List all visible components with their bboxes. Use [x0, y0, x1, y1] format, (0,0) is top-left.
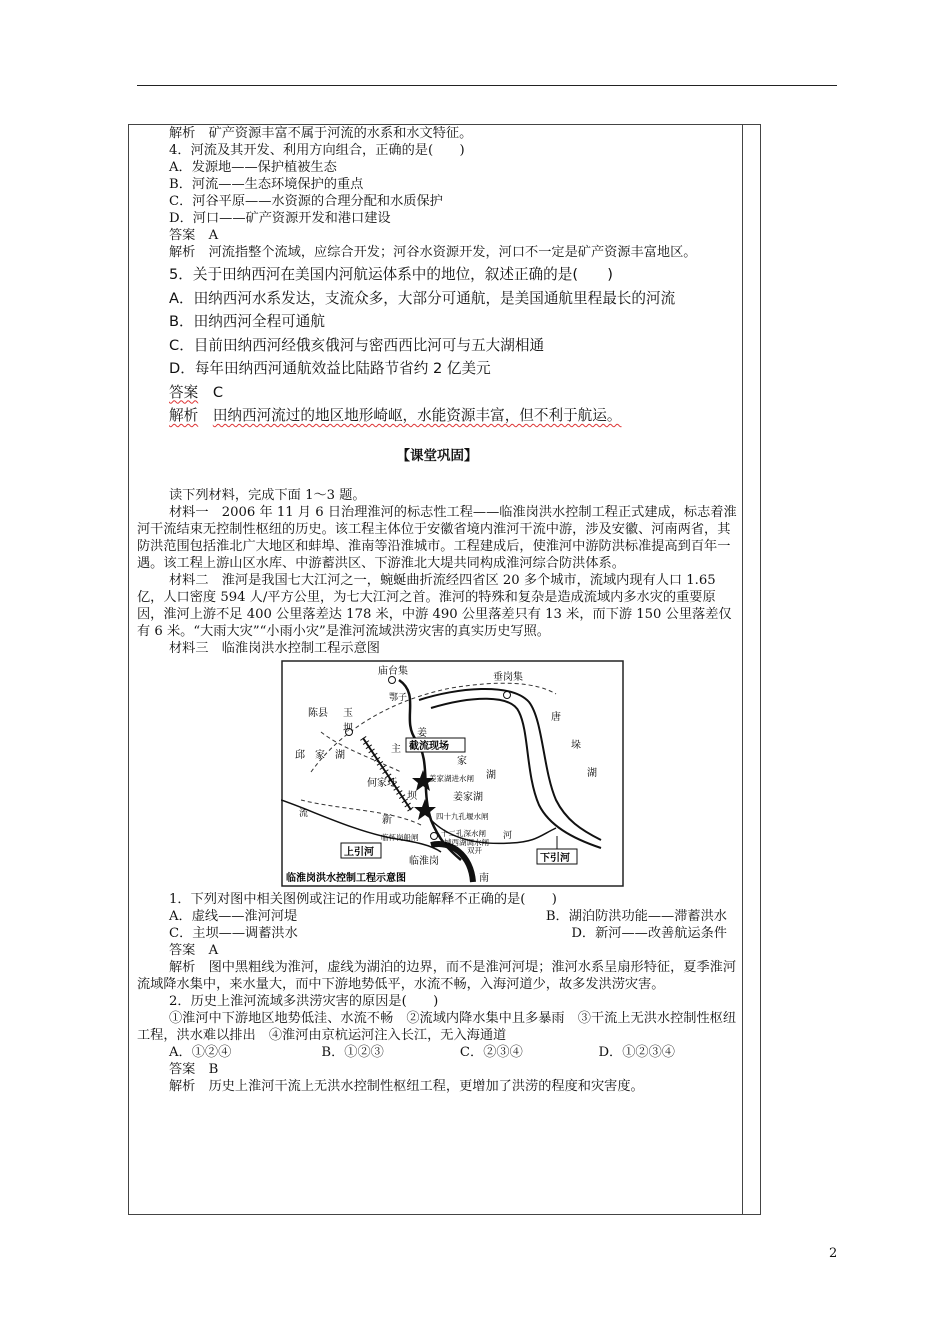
- label-xiayinhe: 下引河: [540, 852, 570, 864]
- flood-control-map: [281, 660, 624, 887]
- answer-value: B: [208, 1061, 219, 1077]
- header-rule: [137, 85, 837, 86]
- label-nan: 南: [479, 872, 489, 884]
- page-number: 2: [829, 1246, 838, 1261]
- analysis-text: 田纳西河流过的地区地形崎岖，水能资源丰富，但不利于航运。: [212, 407, 622, 424]
- intro: 读下列材料，完成下面 1～3 题。: [169, 487, 366, 503]
- q5-stem: 5．关于田纳西河在美国内河航运体系中的地位，叙述正确的是( ): [169, 266, 613, 283]
- c1-option-b: B．湖泊防洪功能——滞蓄洪水: [545, 908, 727, 924]
- q4-option-b: B．河流——生态环境保护的重点: [169, 177, 364, 192]
- label-miaotaiji: 庙台集: [378, 665, 408, 677]
- town-linhuaigang: [431, 832, 438, 839]
- label-zhu: 主: [391, 743, 401, 755]
- c1-options-row1: [137, 908, 737, 925]
- label-chenxian: 陈县: [308, 707, 328, 719]
- c1-stem: 1．下列对图中相关图例或注记的作用或功能解释不正确的是( ): [169, 891, 557, 907]
- map-caption: 临淮岗洪水控制工程示意图: [286, 872, 406, 884]
- c2-options: [137, 1044, 737, 1061]
- q5-option-b: B．田纳西河全程可通航: [169, 313, 325, 330]
- label-duo: 垛: [571, 739, 581, 751]
- town-miaotaiji: [389, 676, 396, 683]
- q4-stem: 4．河流及其开发、利用方向组合，正确的是( ): [169, 143, 465, 158]
- label-linhuaigang-ship: 临怀岗船闸: [381, 832, 419, 842]
- q5-option-a: A．田纳西河水系发达，支流众多，大部分可通航，是美国通航里程最长的河流: [169, 289, 676, 307]
- q4-option-c: C．河谷平原——水资源的合理分配和水质保护: [169, 194, 443, 209]
- label-hejiayu: 何家圩: [367, 777, 397, 789]
- q4-analysis: [137, 244, 737, 261]
- label-gate-49: 四十九孔堰水闸: [436, 811, 489, 821]
- answer-value: A: [208, 228, 219, 243]
- answer-value: A: [208, 942, 219, 958]
- c2-option-b: B．①②③: [321, 1044, 384, 1060]
- label-yu: 玉: [343, 707, 353, 719]
- answer-label: 答案: [169, 1061, 196, 1077]
- q4-option-d: D．河口——矿产资源开发和港口建设: [169, 211, 391, 226]
- label-gate-12: 十二孔深水闸: [441, 828, 486, 838]
- q5-option-c: C．目前田纳西河经俄亥俄河与密西西比河可与五大湖相通: [169, 336, 545, 354]
- label-he: 河: [503, 830, 513, 841]
- label-shuangkai: 双开: [467, 845, 482, 855]
- label-jiangjiahu: 姜家湖: [453, 791, 483, 803]
- c2-option-c: C．②③④: [459, 1044, 523, 1060]
- map-svg: [281, 660, 624, 887]
- q4-answer: [137, 227, 737, 244]
- c2-detail: ①淮河中下游地区地势低洼、水流不畅 ②流域内降水集中且多暴雨 ③干流上无洪水控制性枢纽工程，洪水难以排出 ④淮河由京杭运河注入长江，无入海通道: [137, 1010, 737, 1043]
- c1-analysis: [137, 959, 737, 993]
- material-two: 材料二 淮河是我国七大江河之一，蜿蜒曲折流经四省区 20 多个城市，流域内现有人口 1.65 亿，人口密度 594 人/平方公里，为七大江河之首。淮河的特殊和复杂是造成流域内多水灾的重要原因，淮河上游不足 400 公里落差达 178 米，中游 490 公里落差只有 13 米，而下游 150 公里落差仅有 6 米。“大雨大灾”“小雨小灾”是淮河流域洪涝灾害的真实历史写照。: [137, 572, 732, 639]
- label-eyu: 鄂子: [389, 692, 408, 703]
- label-jiang: 姜: [417, 727, 427, 739]
- label-liu: 流: [299, 808, 309, 819]
- label-xin: 新: [382, 814, 392, 826]
- analysis-text: 历史上淮河干流上无洪水控制性枢纽工程，更增加了洪涝的程度和灾害度。: [208, 1078, 644, 1094]
- analysis-label: 解析: [169, 126, 196, 141]
- analysis-label: 解析: [169, 407, 199, 424]
- main-content: [137, 125, 737, 1095]
- answer-label: 答案: [169, 383, 199, 401]
- label-chuigangji: 垂岗集: [493, 671, 523, 683]
- q5-analysis: [137, 404, 737, 428]
- c1-option-a: A．虚线——淮河河堤: [169, 908, 298, 924]
- section-title: 【课堂巩固】: [396, 447, 478, 464]
- label-qiu: 邱: [295, 749, 305, 761]
- q4-option-a: A．发源地——保护植被生态: [169, 160, 337, 175]
- c2-option-d: D．①②③④: [598, 1044, 675, 1060]
- q5-block: [137, 263, 737, 428]
- material-three: 材料三 临淮岗洪水控制工程示意图: [169, 640, 380, 656]
- label-hu-mid: 湖: [486, 769, 496, 781]
- prev-analysis: [137, 125, 737, 142]
- notes-column: [742, 124, 761, 1215]
- material-one: 材料一 2006 年 11 月 6 日治理淮河的标志性工程——临淮岗洪水控制工程正式建成，标志着淮河干流结束无控制性枢纽的历史。该工程主体位于安徽省境内淮河干流中游，涉及安徽、河南两省，其防洪范围包括淮北广大地区和蚌埠、淮南等沿淮城市。工程建成后，使淮河中游防洪标准提高到百年一遇。该工程上游山区水库、中游蓄洪区、下游淮北大堤共同构成淮河综合防洪体系。: [137, 504, 737, 571]
- analysis-text: 河流指整个流域，应综合开发；河谷水资源开发，河口不一定是矿产资源丰富地区。: [208, 245, 697, 260]
- q5-answer: [137, 381, 737, 405]
- label-tang: 唐: [551, 711, 561, 723]
- c2-analysis: [137, 1078, 737, 1095]
- label-shangyinhe: 上引河: [344, 846, 374, 858]
- analysis-label: 解析: [169, 1078, 196, 1094]
- answer-value: C: [212, 383, 224, 401]
- analysis-label: 解析: [169, 959, 196, 975]
- label-jia: 家: [457, 755, 467, 767]
- label-ba1: 坝: [343, 722, 353, 734]
- label-hu-left: 湖: [335, 749, 345, 761]
- label-jiangjiahu-gate: 姜家湖进水闸: [429, 773, 474, 783]
- label-chengxihu-gate: 城西湖调水闸: [444, 837, 489, 847]
- c2-option-a: A．①②④: [169, 1044, 232, 1060]
- c2-stem: 2．历史上淮河流域多洪涝灾害的原因是( ): [169, 993, 439, 1009]
- label-hu-right: 湖: [587, 767, 597, 779]
- analysis-label: 解析: [169, 245, 196, 260]
- label-ba2: 坝: [407, 790, 417, 802]
- c1-option-c: C．主坝——调蓄洪水: [169, 925, 298, 941]
- label-jieliu: 截流现场: [409, 740, 449, 752]
- c1-option-d: D．新河——改善航运条件: [571, 925, 727, 941]
- analysis-text: 矿产资源丰富不属于河流的水系和水文特征。: [208, 126, 473, 141]
- label-linhuaigang: 临淮岗: [409, 855, 439, 867]
- label-jia2: 家: [315, 749, 325, 761]
- c2-answer: [137, 1061, 737, 1078]
- q5-option-d: D．每年田纳西河通航效益比陆路节省约 2 亿美元: [169, 360, 491, 377]
- answer-label: 答案: [169, 942, 196, 958]
- analysis-text: 图中黑粗线为淮河，虚线为湖泊的边界，而不是淮河河堤；淮河水系呈扇形特征，夏季淮河流域降水集中，来水量大，而中下游地势低平，水流不畅，入海河道少，故多发洪涝灾害。: [137, 959, 737, 992]
- town-chuigangji: [504, 691, 511, 698]
- c1-options-row2: [137, 925, 737, 942]
- answer-label: 答案: [169, 228, 196, 243]
- c1-answer: [137, 942, 737, 959]
